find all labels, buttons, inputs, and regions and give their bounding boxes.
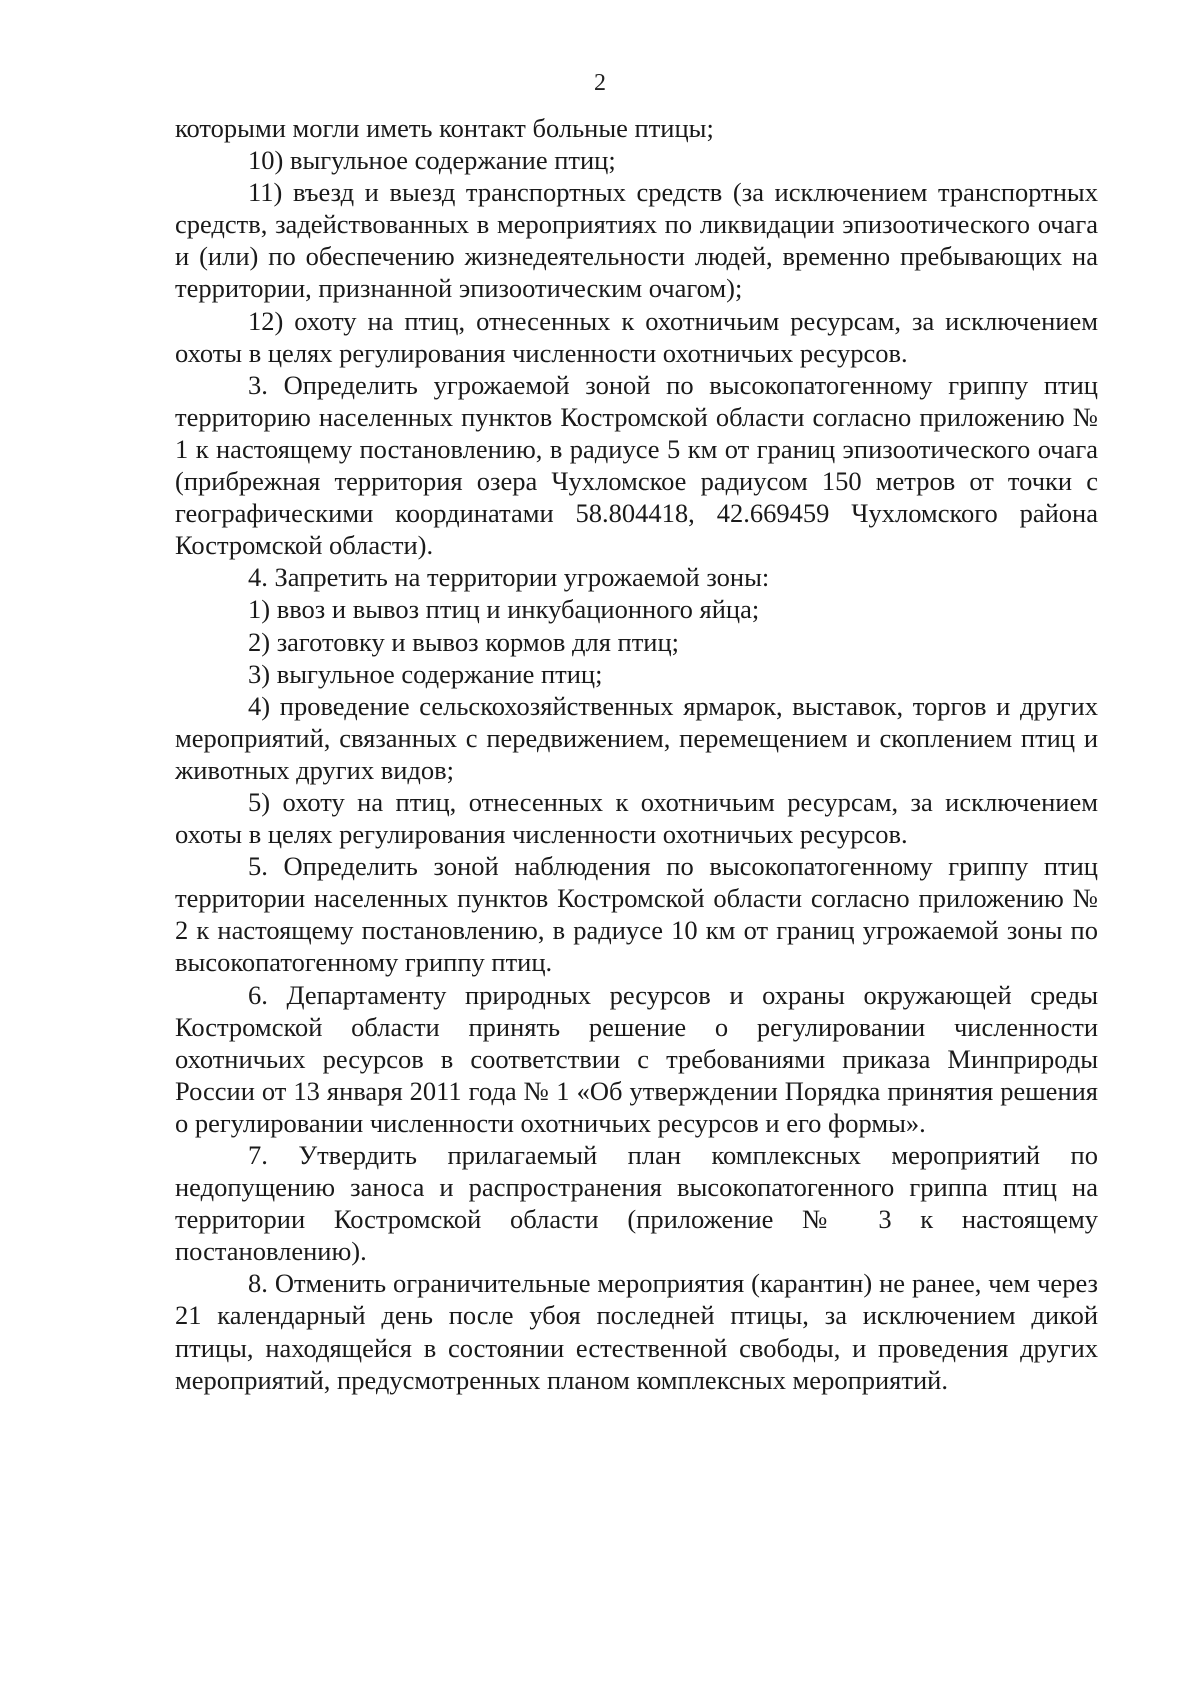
paragraph-continuation: которыми могли иметь контакт больные птицы; xyxy=(175,113,714,143)
paragraph-item-11: 11) въезд и выезд транспортных средств (за исключением транспортных средств, задействованных в мероприятиях по ликвидации эпизоотического очага и (или) по обеспечению жизнедеятельности людей, временно пребывающих на территории, признанной эпизоотическим очагом); xyxy=(175,177,1098,304)
paragraph-section-5: 5. Определить зоной наблюдения по высокопатогенному гриппу птиц территории населенных пунктов Костромской области согласно приложению № 2 к настоящему постановлению, в радиусе 10 км от границ угрожаемой зоны по высокопатогенному гриппу птиц. xyxy=(175,851,1098,978)
paragraph-section-8: 8. Отменить ограничительные мероприятия (карантин) не ранее, чем через 21 календарный день после убоя последней птицы, за исключением дикой птицы, находящейся в состоянии естественной свободы, и проведения других мероприятий, предусмотренных планом комплексных мероприятий. xyxy=(175,1268,1098,1395)
paragraph-section-4: 4. Запретить на территории угрожаемой зоны: xyxy=(248,562,770,593)
paragraph-item-12: 12) охоту на птиц, отнесенных к охотничьим ресурсам, за исключением охоты в целях регулирования численности охотничьих ресурсов. xyxy=(175,305,1098,368)
paragraph-section-6: 6. Департаменту природных ресурсов и охраны окружающей среды Костромской области принять решение о регулировании численности охотничьих ресурсов в соответствии с требованиями приказа Минприроды России от 13 января 2011 года № 1 «Об утверждении Порядка принятия решения о регулировании численности охотничьих ресурсов и его формы». xyxy=(175,979,1098,1138)
document-body xyxy=(175,112,1098,1396)
paragraph-section-3: 3. Определить угрожаемой зоной по высокопатогенному гриппу птиц территорию населенных пунктов Костромской области согласно приложению № 1 к настоящему постановлению, в радиусе 5 км от границ эпизоотического очага (прибрежная территория озера Чухломское радиусом 150 метров от точки с географическими координатами 58.804418, 42.669459 Чухломского района Костромской области). xyxy=(175,369,1098,561)
paragraph-item-10: 10) выгульное содержание птиц; xyxy=(248,145,616,176)
paragraph-section-4-item-3: 3) выгульное содержание птиц; xyxy=(248,658,603,689)
paragraph-section-4-item-5: 5) охоту на птиц, отнесенных к охотничьим ресурсам, за исключением охоты в целях регулирования численности охотничьих ресурсов. xyxy=(175,786,1098,850)
paragraph-section-4-item-2: 2) заготовку и вывоз кормов для птиц; xyxy=(248,626,680,657)
paragraph-section-4-item-1: 1) ввоз и вывоз птиц и инкубационного яйца; xyxy=(248,594,760,625)
page-number: 2 xyxy=(594,70,606,96)
paragraph-section-7: 7. Утвердить прилагаемый план комплексных мероприятий по недопущению заноса и распространения высокопатогенного гриппа птиц на территории Костромской области (приложение № 3 к настоящему постановлению). xyxy=(175,1140,1098,1267)
paragraph-section-4-item-4: 4) проведение сельскохозяйственных ярмарок, выставок, торгов и других мероприятий, связанных с передвижением, перемещением и скоплением птиц и животных других видов; xyxy=(175,690,1098,785)
